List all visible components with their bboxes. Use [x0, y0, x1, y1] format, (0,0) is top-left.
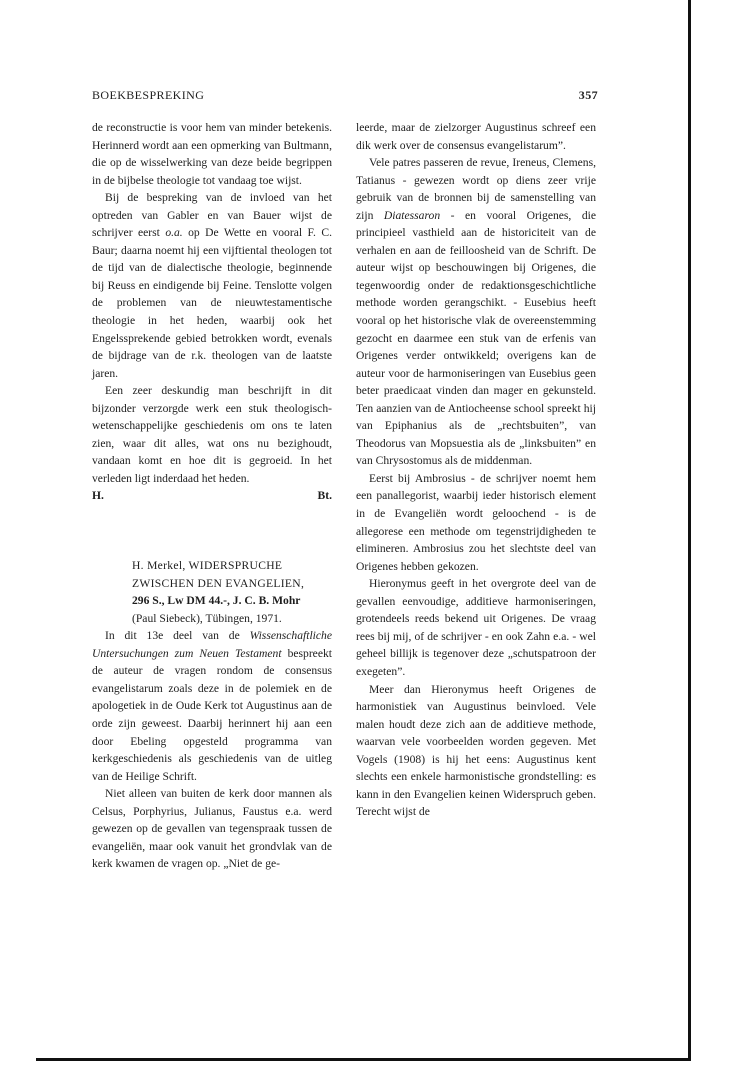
- abbreviation: o.a.: [165, 226, 183, 240]
- running-head-title: BOEKBESPREKING: [92, 88, 205, 102]
- paragraph: Niet alleen van buiten de kerk door mannen als Celsus, Porphyrius, Julianus, Faustus e.a. werd gewezen op de gevallen van tegenspraak tussen de evangeliën, maar ook vanuit het grondvlak van de kerk kwamen de vragen op. „Niet de ge-: [92, 787, 332, 871]
- page-number: 357: [578, 88, 598, 102]
- page-edge-bottom: [36, 1058, 691, 1061]
- running-head: [92, 88, 598, 104]
- paragraph: [92, 627, 332, 785]
- book-title: Diatessaron: [383, 208, 441, 222]
- paragraph: Een zeer deskundig man beschrijft in dit bijzonder verzorgde werk een stuk theologisch- wetenschappelijke geschiedenis om ons te laten zien, waar dit alles, wat ons nu bezighoudt, vandaan komt en hoe dit is gegroeid. In het verleden ligt inderdaad het heden.: [92, 384, 332, 485]
- paragraph: Meer dan Hieronymus heeft Origenes de harmonistiek van Augustinus beinvloed. Vele malen houdt deze zich aan de additieve methode, waarvan vele voorbeelden worden gegeven. Met Vogels (1908) is hij het eens: Augustinus kent slechts een enkele harmonistische grondstelling: es kann in den Evangelien keinen Widerspruch geben. Terecht wijst de: [356, 682, 596, 819]
- citation-line: ZWISCHEN DEN EVANGELIEN,: [132, 576, 305, 590]
- citation-line: H. Merkel, WIDERSPRUCHE: [132, 559, 283, 573]
- text-run: Bij de bespreking van de invloed van het optreden van Gabler en van Bauer wijst de schrijver eerst: [92, 191, 332, 240]
- signature-initials: Bt.: [317, 489, 332, 503]
- citation-line: 296 S., Lw DM 44.-, J. C. B. Mohr: [132, 594, 301, 608]
- paragraph: leerde, maar de zielzorger Augustinus schreef een dik werk over de consensus evangelistarum”.: [356, 121, 596, 152]
- page-edge-right: [688, 0, 691, 1060]
- text-run: - en vooral Origenes, die principieel vasthield aan de historiciteit van de verhalen en aan de feilloosheid van de Schrift. De auteur wijst op beschouwingen bij Origenes, die tegenwoordig onder de redaktionsgeschichtliche methode worden gerangschikt. - Eusebius heeft vooral op het historische vlak de overeenstemming gezocht en daarmee een stuk van de erfenis van Origenes verder ontwikkeld; overigens kan de auteur voor de harmoniseringen van Eusebius geen beter praedicaat vinden dan mager en gekunsteld. Ten aanzien van de Antiocheense school spreekt hij van Epiphanius als de „rechtsbuiten”, van Theodorus van Mopsuestia als de „linksbuiten” en van Chrysostomus als de middenman.: [356, 208, 596, 468]
- paragraph: [356, 154, 596, 470]
- signature-initial: H.: [92, 489, 104, 503]
- book-citation: [132, 557, 332, 627]
- paragraph: de reconstructie is voor hem van minder betekenis. Herinnerd wordt aan een opmerking van Bultmann, die op de wisselwerking van deze beide begrippen in de bijbelse theologie tot vandaag toe wijst.: [92, 121, 332, 187]
- right-column: [356, 119, 596, 821]
- citation-line: (Paul Siebeck), Tübingen, 1971.: [132, 611, 282, 625]
- review-signature: [92, 487, 332, 505]
- text-run: In dit 13e deel van de: [105, 629, 250, 643]
- paragraph: Eerst bij Ambrosius - de schrijver noemt hem een panallegorist, waarbij ieder historisch element in de Evangeliën wordt geloochend - is de allegorese een methode om tegenstrijdigheden te elimineren. Ambrosius zou het slechtste deel van Origenes hebben gekozen.: [356, 471, 596, 573]
- text-run: bespreekt de auteur de vragen rondom de consensus evangelistarum zoals deze in de polemiek en de apologetiek in de Oude Kerk tot Augustinus aan de orde zijn geweest. Daarbij herinnert hij aan een door Ebeling opgesteld programma van kerkgeschiedenis als geschiedenis van de uitleg van de Heilige Schrift.: [92, 646, 332, 783]
- text-run: Vele patres passeren de revue, Ireneus, Clemens, Tatianus - gewezen wordt op diens zeer vrije gebruik van de bronnen bij de samenstelling van zijn: [356, 156, 596, 222]
- series-title: Wissenschaftliche Untersuchungen zum Neuen Testament: [92, 629, 332, 660]
- left-column: [92, 119, 332, 873]
- text-run: op De Wette en vooral F. C. Baur; daarna noemt hij een vijftiental theologen tot de tijd van de dialectische theologie, beginnende bij Reuss en eindigende bij Feine. Tenslotte volgen de problemen van de nieuwtestamentische theologie in het heden, waarbij ook het Engelssprekende gebied betrokken wordt, evenals de bijdrage van de r.k. theologen van de laatste jaren.: [92, 226, 332, 380]
- paragraph: Hieronymus geeft in het overgrote deel van de gevallen eenvoudige, additieve harmoniseringen, grotendeels reeds bekend uit Origenes. De vraag rees bij mij, of de schrijver - en ook Zahn e.a. - wel geheel billijk is tegenover deze „schutspatroon der exegeten”.: [356, 577, 596, 678]
- paragraph: [92, 189, 332, 382]
